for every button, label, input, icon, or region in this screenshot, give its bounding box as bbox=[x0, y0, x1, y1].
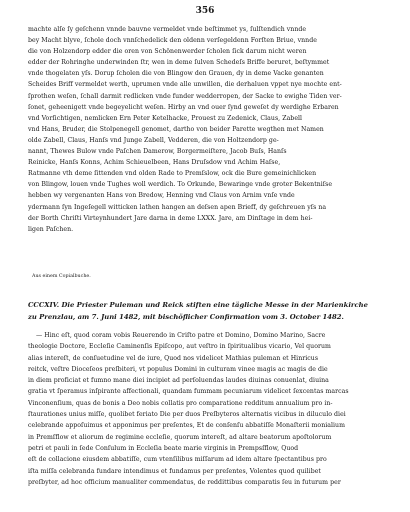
text-line: die von Holzendorp edder die oren von Schönenwerder ſcholen ſick darum nicht weren bbox=[28, 48, 307, 56]
text-line: der Borth Chriſti Virteynhundert Jare darna in deme LXXX. Jare, am Dinſtage in dem hei- bbox=[28, 214, 313, 222]
document-heading bbox=[28, 300, 386, 323]
text-line: alias intereſt, de conſuetudine vel de iure, Quod nos videlicet Mathias puleman et Hinricus bbox=[28, 354, 319, 362]
text-line: Ratmanne vth deme ſittenden vnd olden Rade to Premſslow, ock die Bure gemeinichlicken bbox=[28, 170, 317, 178]
text-line: Vinconenſium, quas de bonis a Deo nobis collatis pro comparatione redditum annualium pro in- bbox=[28, 399, 333, 407]
heading-line: CCCXIV. Die Priester Puleman und Reick stiften eine tägliche Messe in der Marienkirche bbox=[28, 301, 368, 309]
heading-line: zu Prenzlau, am 7. Juni 1482, mit bischöflicher Confirmation vom 3. October 1482. bbox=[28, 312, 344, 321]
text-line: Reinicke, Hanſs Konns, Achim Schieuelbeen, Hans Druſsdow vnd Achim Haſse, bbox=[28, 159, 281, 167]
text-line: nannt, Thewes Bulow vnde Paſchen Damerow, Borgermeiſtere, Jacob Buſs, Hanſs bbox=[28, 148, 287, 156]
text-line: ſonet, geheenigett vnde begeyelicht weſen. Hirby an vnd ouer ſynd geweſet dy werdighe Erbaren bbox=[28, 103, 339, 111]
text-line: eſt de collacione eiusdem abbatiſſe, cum vtenſilibus miſſarum ad idem altare ſpectantibus pro bbox=[28, 456, 327, 464]
text-line: ſtaurationes unius miſſe, quolibet feriato Die per duos Preſbyteros alternatis vicibus in diluculo diei bbox=[28, 411, 346, 419]
text-line: — Hinc eſt, quod coram vobis Reuerendo in Criſto patre et Domino, Domino Marino, Sacre bbox=[36, 332, 326, 339]
text-line: olde Zabell, Claus, Hanſs vnd Junge Zabell, Vedderen, die von Holtzendorp ge- bbox=[28, 136, 279, 144]
source-note: Aus einem Copialbuche. bbox=[32, 274, 91, 279]
text-line: von Blingow, louen vnde Tughes woll werdich. To Orkunde, Bewaringe vnde groter Bekentniſse bbox=[28, 181, 333, 189]
text-line: hebben wy vergenanten Hans von Bredow, Henning vnd Claus von Arnim vnſe vnde bbox=[28, 192, 295, 200]
text-line: ydermann ſyn Ingeſegell witticken lathen hangen an deſsen apen Brieff, dy geſchreuen yſs na bbox=[28, 203, 327, 211]
text-line: petri et pauli in ſede Conſulum in Eccleſia beate marie virginis in Prempsſflow, Quod bbox=[28, 444, 299, 452]
text-line: vnd Hans, Bruder, die Stolpenegell genomet, dartho von beider Parette wegthen met Namen bbox=[28, 125, 324, 133]
text-line: vnde thogelaten yſs. Dorup ſcholen die von Blingow den Grauen, dy in deme Vacke genanten bbox=[28, 70, 324, 78]
text-line: bey Macht blyve, ſchole doch vnnſchedelick den oldenn verſegeldenn Forſten Briue, vnnde bbox=[28, 37, 317, 45]
text-line: ſprothen weſen, ſchall darmit redlicken vnde funder wedderropen, der Sacke to ewighe Tiden ver- bbox=[28, 92, 342, 100]
page-number: 356 bbox=[195, 6, 215, 16]
text-line: theologie Doctore, Eccleſie Caminenſis Epiſcopo, aut veſtro in ſpiritualibus vicario, Vel quorum bbox=[28, 343, 331, 351]
text-line: ligen Paſchen. bbox=[28, 225, 74, 233]
text-line: celebrande appoſuimus et apponimus per preſentes, Et de conſenſu abbatiſſe Monaſterii monialium bbox=[28, 422, 346, 430]
text-line: edder der Rohringhe underwinden ſtr, wen in deme ſulven Schedeſs Briffe beruret, beſtymmet bbox=[28, 59, 330, 67]
text-line: preſbyter, ad hoc officium manualiter commendatus, de reddittibus comparatis ſeu in futurum per bbox=[28, 478, 341, 486]
text-line: vnd Vorſichtigen, nemlicken Ern Peter Ketelhacke, Prouest zu Zedenick, Claus, Zabell bbox=[28, 114, 303, 122]
text-line: gratia vt ſperamus inſpirante affectionali, quandam fummam pecuniarum videlicet ſexcentas marcas bbox=[28, 388, 349, 396]
text-line: in diem proficiat et fumno mane diei incipiet ad perſoluendas laudes diuinas conuenlat, diuina bbox=[28, 377, 329, 385]
text-line: machte alſe ſy geſchenn vnnde bauvne vermeldet vnde beſtimmet ys, ſulſtendich vnnde bbox=[28, 26, 307, 33]
latin-text bbox=[28, 330, 386, 488]
charter-text-top bbox=[28, 24, 386, 235]
text-line: in Premſflow et aliorum de regimine eccleſie, quorum intereſt, ad altare beatorum apoſtolorum bbox=[28, 433, 332, 441]
text-line: Scheides Briff vermeldet werth, uprumen vnde alle unwillen, die derhaluen vppet nye mochte ent- bbox=[28, 81, 342, 89]
text-line: iſta miſſa celebranda fundare intendimus et fundamus per preſentes, Volentes quod quilibet bbox=[28, 467, 321, 475]
text-line: reitck, veſtre Dioceſeos preſbiteri, vt populus Domini in culturam vinee magis ac magis de die bbox=[28, 365, 328, 373]
